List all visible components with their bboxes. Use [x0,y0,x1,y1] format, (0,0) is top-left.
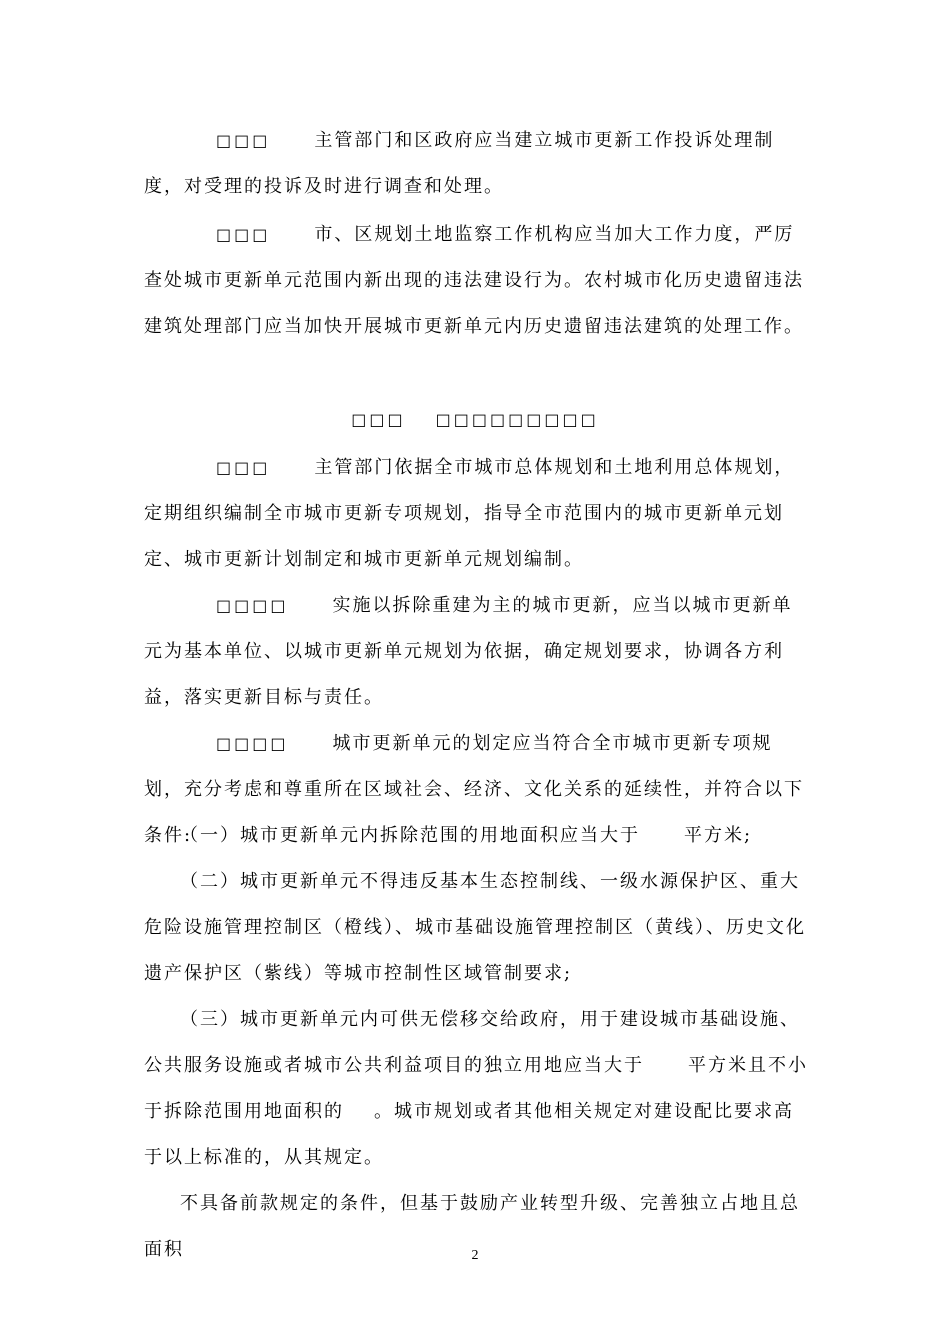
article-number: □□□□ [216,596,289,615]
closing-text: 不具备前款规定的条件，但基于鼓励产业转型升级、完善独立占地且总面积 [144,1193,800,1260]
article-paragraph [144,445,810,583]
chapter-heading [0,410,950,429]
article-number: □□□ [216,131,271,150]
item-prefix: （一） [180,825,240,846]
article-text: 市、区规划土地监察工作机构应当加大工作力度，严厉查处城市更新单元范围内新出现的违法建设行为。农村城市化历史遗留违法建筑处理部门应当加快开展城市更新单元内历史遗留违法建筑的处理工作。 [144,224,804,337]
item-text: 城市更新单元不得违反基本生态控制线、一级水源保护区、重大危险设施管理控制区（橙线）、城市基础设施管理控制区（黄线）、历史文化遗产保护区（紫线）等城市控制性区域管制要求; [144,871,806,984]
chapter-title: □□□□□□□□□ [435,410,599,429]
article-paragraph [144,212,810,350]
chapter-number: □□□ [351,410,406,429]
item-prefix: （三） [180,1009,240,1030]
item-text: 平方米; [684,825,753,846]
article-text: 主管部门依据全市城市总体规划和土地利用总体规划，定期组织编制全市城市更新专项规划，指导全市范围内的城市更新单元划定、城市更新计划制定和城市更新单元规划编制。 [144,457,795,570]
article-paragraph [144,583,810,721]
article-text: 主管部门和区政府应当建立城市更新工作投诉处理制度，对受理的投诉及时进行调查和处理。 [144,130,775,197]
condition-item [144,813,810,859]
article-number: □□□□ [216,734,289,753]
item-text: 平方米且不小于拆除范围用地面积的 [144,1055,808,1122]
condition-item [144,859,810,997]
condition-item [144,997,810,1181]
item-text: 。城市规划或者其他相关规定对建设配比要求高于以上标准的，从其规定。 [144,1101,794,1168]
item-text: 城市更新单元内拆除范围的用地面积应当大于 [240,825,640,846]
article-text: 实施以拆除重建为主的城市更新，应当以城市更新单元为基本单位、以城市更新单元规划为依据，确定规划要求，协调各方利益，落实更新目标与责任。 [144,595,793,708]
article-number: □□□ [216,458,271,477]
article-text: 城市更新单元的划定应当符合全市城市更新专项规划，充分考虑和尊重所在区域社会、经济、文化关系的延续性，并符合以下条件: [144,733,804,846]
page-number: 2 [471,1248,479,1263]
article-number: □□□ [216,225,271,244]
item-prefix: （二） [180,871,240,892]
item-text: 城市更新单元内可供无偿移交给政府，用于建设城市基础设施、公共服务设施或者城市公共利益项目的独立用地应当大于 [144,1009,800,1076]
article-paragraph [144,118,810,210]
